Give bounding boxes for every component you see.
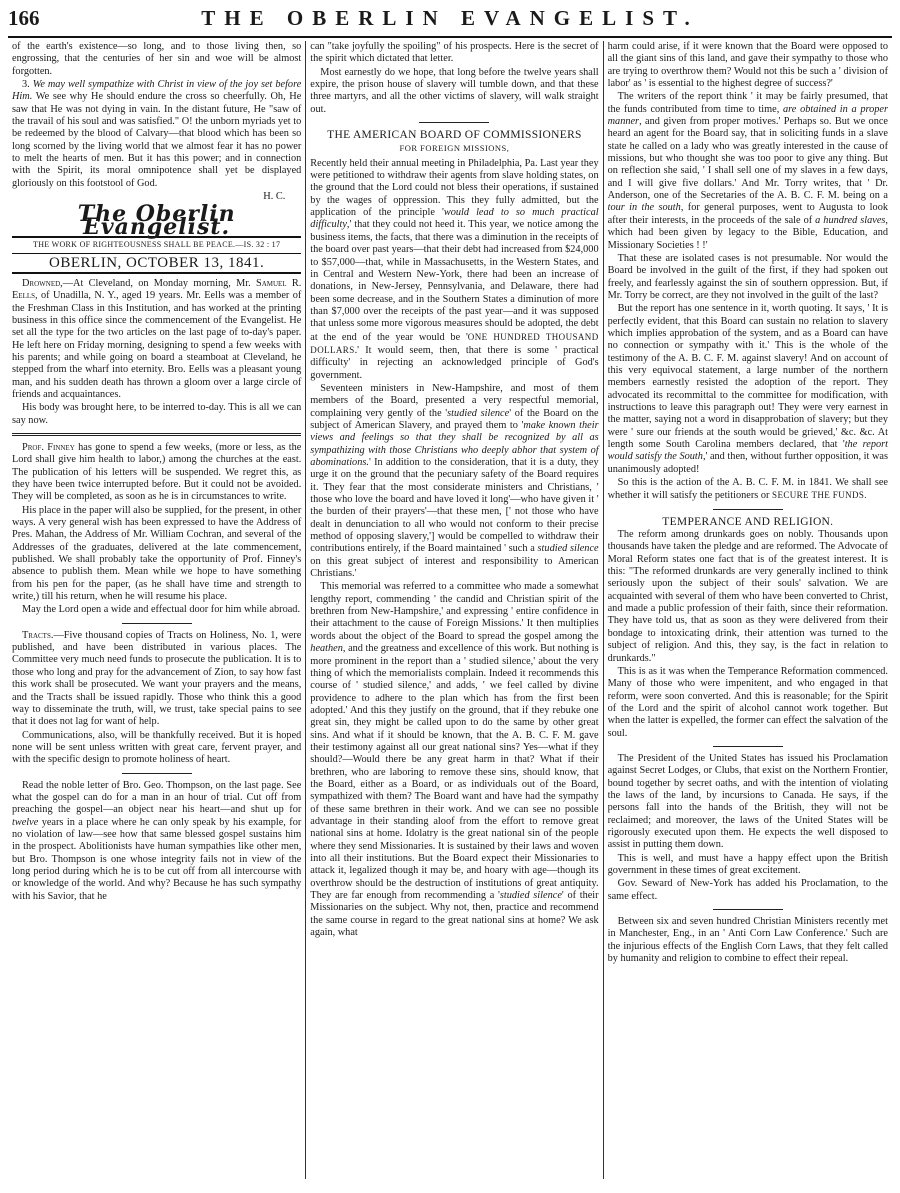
dateline: OBERLIN, OCTOBER 13, 1841. bbox=[12, 257, 301, 274]
abcfm-paragraph-2: Seventeen ministers in New-Hampshire, and most of them members of the Board, presented a very respectful memorial, complaining very gently of the 'studied silence' of the Board on the subject of American Slavery, and prayed them to 'make known their views and feelings so that they shall be recognized by all as sympathizing with those Christians who deeply abhor that system of abominations.' In addition to the consideration, that it is a duty, they urge it on the ground that the pecuniary safety of the Board requires it. They fear that the most considerate ministers and Christians, ' those who love the board and have loved it long'—who have given it ' the burden of their prayers'—that these men, [' not those who have dealt in denunciation to all who would not conform to their precise method of opposing slavery,'] would be compelled to withdraw their contributions entirely, if the Board maintained ' such a studied silence on this great subject of interest and responsibility to American Christians.' bbox=[310, 382, 599, 580]
thompson-continuation-2: Most earnestly do we hope, that long before the twelve years shall expire, the prison house of slavery will tumble down, and that these three martyrs, and all the other victims of slavery, will walk straight out. bbox=[310, 66, 599, 115]
abcfm-continuation-3: That these are isolated cases is not presumable. Nor would the Board be involved in the guilt of the first, if they had spoken out freely, and fearlessly against the sin of southern oppression. But, if Mr. Torry be correct, are they not involved in the guilt of the last? bbox=[607, 252, 888, 301]
divider bbox=[122, 623, 192, 624]
abcfm-paragraph-1: Recently held their annual meeting in Philadelphia, Pa. Last year they were petitioned to withdraw their agents from slave holding states, on the ground that the Lord could not bless their operations, if sustained by the wages of oppression. This they fully admitted, but the application of the principle 'would lead to so much practical difficulty,' that they could not heed it. This year, we notice among the business items, the facts, that there was a diminution in the receipts of the board over past years—that their debt had increased from $24,000 to $57,000—that, while in Massachusetts, in the Western States, and in Central and Western New-York, there had been an increase of donations, in New-Jersey, Pennsylvania, and Delaware, there had been some decrease, and in the Southern States a diminution of more than $7,000 over the receipts of the past year—and it was supposed that unless some more vigorous measures should be adopted, the debt at the end of the year would be 'ONE HUNDRED THOUSAND DOLLARS.' It would seem, then, that there is some ' practical difficulty' in rejecting an acknowledged principle of God's government. bbox=[310, 157, 599, 381]
divider bbox=[419, 122, 489, 123]
drowned-notice: Drowned,—At Cleveland, on Monday morning, Mr. Samuel R. Eells, of Unadilla, N. Y., aged 19 years. Mr. Eells was a member of the Freshman Class in this Institution, and has worked at the printing business in this office since the commencement of the Evangelist. He set all the type for the two articles on the last page of to-day's paper. He left here on Friday morning, designing to spend a few weeks with his parents; and while going on board a steamboat at Cleveland, he stepped from the wharf into eternity. Bro. Eells was a pleasant young man, and his sudden death has thrown a gloom over a large circle of friends and acquaintances. bbox=[12, 277, 302, 400]
article-signature: H. C. bbox=[263, 191, 286, 203]
finney-notice-2: His place in the paper will also be supplied, for the present, in other ways. A very general wish has been expressed to have the Address of Pres. Mahan, the Address of Mr. William Cochran, and several of the Addresses of the graduates, delivered at the late commencement, published. We shall probably take the opportunity of Prof. Finney's absence to publish them. Mean while we hope to have something from his pen for the paper, (as he shall have time and strength to write,) till his return, when he will resume his place. bbox=[12, 504, 302, 603]
divider bbox=[713, 509, 783, 510]
tracts-notice-2: Communications, also, will be thankfully received. But it is hoped none will be sent unless written with great care, fervent prayer, and with the specific design to promote holiness of heart. bbox=[12, 729, 302, 766]
finney-notice-3: May the Lord open a wide and effectual door for him while abroad. bbox=[22, 604, 301, 616]
section-subheading-abcfm: FOR FOREIGN MISSIONS, bbox=[399, 143, 510, 154]
abcfm-continuation: harm could arise, if it were known that the Board were opposed to all the giant sins of this land, and gave their sympathy to those who are trying to overthrow them? Would not this be such a ' division of labor' as ' is essential to the highest degree of success?' bbox=[607, 41, 888, 90]
section-heading-abcfm: THE AMERICAN BOARD OF COMMISSIONERS bbox=[327, 129, 582, 142]
thompson-notice: Read the noble letter of Bro. Geo. Thompson, on the last page. See what the gospel can do for a man in an hour of trial. Cut off from preaching the gospel—an object near his heart—and shut up for twelve years in a place where he can only speak by his example, for no violation of law—see how that same blessed gospel sustains him in the prospect. Abolitionists have human sympathies like other men, but Bro. Thompson is one whose integrity fails not in view of the long period during which he is to be cut off from all intercourse with or knowledge of the world. And why? Because he has such sympathy with his Savior, that he bbox=[12, 779, 302, 902]
page-number: 166 bbox=[8, 6, 40, 30]
drowned-notice-end: His body was brought here, to be interred to-day. This is all we can say now. bbox=[12, 402, 302, 426]
abcfm-continuation-4: But the report has one sentence in it, worth quoting. It says, ' It is perfectly evident, that this Board can sustain no relation to slavery which implies approbation of the system, and as a Board can have no connection or sympathy with it.' This is the whole of the testimony of the A. B. C. F. M. against slavery! And on account of this very equivocal statement, a large number of the northern members earnestly resisted the adoption of the report. They advocated its recommittal to the committee for modification, with instructions to leave this paragraph out! They were very earnest in the matter, saying not a word in disapprobation of slavery; but they were ' sure our friends at the south would be grieved,' &c. &c. At length some South Carolina members declared, that 'the report would satisfy the South,' and then, without further opposition, it was unanimously adopted! bbox=[607, 303, 889, 475]
proclamation-paragraph-2: This is well, and must have a happy effect upon the British government in these times of great excitement. bbox=[607, 852, 888, 876]
abcfm-paragraph-3: This memorial was referred to a committee who made a somewhat lengthy report, commending ' the candid and Christian spirit of the brethren from New-Hampshire,' and expressing ' entire confidence in their attachment to the cause of Foreign Missions.' It then multiplies words about the object of the Board to spread the gospel among the heathen, and the greatness and excellence of this work. But nothing is more prominent in the report than a ' studied silence,' about the very thing of which the memorialists complain. Indeed it recommends this course of ' studied silence,' and adds, ' we feel called by divine providence to adhere to the plan which has from the first been adopted.' And this they justify on the ground, that if they rebuke one great sin, they might be called upon to do the same by other great sins. And what if it should be known, that the A. B. C. F. M. gave their testimony against all our great national sins? Yes—what if they should?—Would there be any great harm in that? What if their brethren, who are laboring to remove these sins, should know, that the Board, either as a Board, or as individuals out of the Board, sympathized with them? The Board want and have had the sympathy of these same brethren in their work. And we can see no possible advantage in their standing aloof from the effort to remove great national sins at home. Idolatry is the great national sin of the people where they send Missionaries. It is sustained by their laws and woven into all their institutions. But the Board expect their Missionaries to attack it, legalized though it may be, and hoary with age—though its overthrow should be the destruction of institutions of great antiquity. They are far enough from recommending a 'studied silence' of their Missionaries on the subject. Why not, then, practice and recommend the same course in regard to the great national sins at home? We ask again, what bbox=[310, 581, 599, 939]
column-1 bbox=[8, 41, 306, 1179]
tracts-notice: Tracts.—Five thousand copies of Tracts on Holiness, No. 1, were published, and have been distributed in various places. The Committee very much need funds to prosecute the publication. It is to those who long and pray for the advancement of Zion, to say how fast this work shall be prosecuted. We want your prayers and the means, and the Tracts shall be issued rapidly. Those who think this a good way to disseminate the truth, will, we trust, take special pains to see that it does not lag for want of help. bbox=[12, 629, 302, 728]
newspaper-title: THE OBERLIN EVANGELIST. bbox=[201, 6, 699, 30]
masthead-motto: THE WORK OF RIGHTEOUSNESS SHALL BE PEACE.—IS. 32 : 17 bbox=[12, 236, 301, 253]
finney-notice: Prof. Finney has gone to spend a few weeks, (more or less, as the Lord shall give him health to labor,) among the churches at the east. The publication of his letters will be suspended. We regret this, as they have been twice interrupted before. But it could not be avoided. They will be completed, as soon as he is in circumstances to write. bbox=[12, 441, 302, 503]
abcfm-continuation-2: The writers of the report think ' it may be fairly presumed, that the funds contributed from time to time, are obtained in a proper manner, and given from proper motives.' Perhaps so. But we once heard an agent for the Board say, that in soliciting funds in a slave state he called on a lady who was greatly interested in the cause of missions, but who thought she was too poor to give any thing. But on reflection she said, ' I shall sell one of my slaves in a few days, and I will give five dollars.' And Mr. Torry writes, that ' Dr. Anderson, one of the Secretaries of the A. B. C. F. M. being on a tour in the south, for general purposes, went to Augusta to look after their interests, in the proceeds of the sale of a hundred slaves, which had been given by legacy to the Bible, Education, and Missionary Societies ! !' bbox=[607, 91, 888, 251]
divider bbox=[12, 433, 301, 436]
divider bbox=[713, 909, 783, 910]
column-2 bbox=[306, 41, 603, 1179]
corn-law-paragraph: Between six and seven hundred Christian Ministers recently met in Manchester, Eng., in an ' Anti Corn Law Conference.' Such are the injurious effects of the English Corn Laws, that they felt called by humanity and religion to combine to effect their repeal. bbox=[607, 916, 888, 965]
thompson-continuation: can "take joyfully the spoiling" of his prospects. Here is the secret of the spirit which dictated that letter. bbox=[310, 41, 599, 65]
proclamation-paragraph-1: The President of the United States has issued his Proclamation against Secret Lodges, or Clubs, that exist on the Northern Frontier, bound together by secret oaths, and with the intention of violating the laws of the land, by incursions to Canada. He says, if the persons fall into the hands of the British, they will not be reclaimed; and moreover, the laws of the United States will be rigorously executed upon them. He expects the well disposed to assist in putting them down. bbox=[607, 752, 888, 851]
section-heading-temperance: TEMPERANCE AND RELIGION. bbox=[662, 515, 834, 528]
column-3 bbox=[604, 41, 892, 1179]
temperance-paragraph-2: This is as it was when the Temperance Reformation commenced. Many of those who were impenitent, and who engaged in that reform, were soon converted. And this is reasonable; for the Spirit of the Lord and the spirit of alcohol cannot work together. But when the latter is expelled, the former can effect the salvation of the soul. bbox=[607, 665, 888, 739]
masthead: The Oberlin Evangelist. bbox=[77, 201, 236, 240]
divider bbox=[713, 746, 783, 747]
article-point-three: 3. We may well sympathize with Christ in view of the joy set before Him. We see why He should endure the cross so cheerfully. Oh, He saw that He was not dying in vain. In the distant future, He "saw of the travail of his soul and was satisfied." O! the unborn myriads yet to be redeemed by the blood of Calvary—that blood which has been so long scorned by the living world that we almost fear it has no power to melt the hearts of men. But it has this power; and in connection with the Spirit, its moral omnipotence shall yet be displayed gloriously on this footstool of God. bbox=[12, 79, 302, 189]
newspaper-page bbox=[8, 6, 892, 1181]
page-header bbox=[8, 6, 892, 38]
proclamation-paragraph-3: Gov. Seward of New-York has added his Proclamation, to the same effect. bbox=[607, 878, 888, 902]
columns bbox=[8, 41, 892, 1179]
divider bbox=[122, 773, 192, 774]
article-continuation: of the earth's existence—so long, and to those living then, so engrossing, that the centuries of her sin and woe will be almost forgotten. bbox=[12, 41, 302, 77]
abcfm-continuation-5: So this is the action of the A. B. C. F. M. in 1841. We shall see whether it will satisfy the petitioners or SECURE THE FUNDS. bbox=[607, 477, 888, 502]
temperance-paragraph-1: The reform among drunkards goes on nobly. Thousands upon thousands have taken the pledge and are reformed. The Advocate of Moral Reform states one fact that is of the greatest interest. It is this: "The reformed drunkards are very generally inclined to think seriously upon the subject of their souls' salvation. We are acquainted with several of them who have been converted to Christ, and made a public profession of their faith, since their reformation. They have told us, that as soon as they were delivered from their bondage to intoxicating drink, their attention was turned to the subject of religion. And this, they say, is the fact in relation to drunkards." bbox=[607, 529, 888, 664]
